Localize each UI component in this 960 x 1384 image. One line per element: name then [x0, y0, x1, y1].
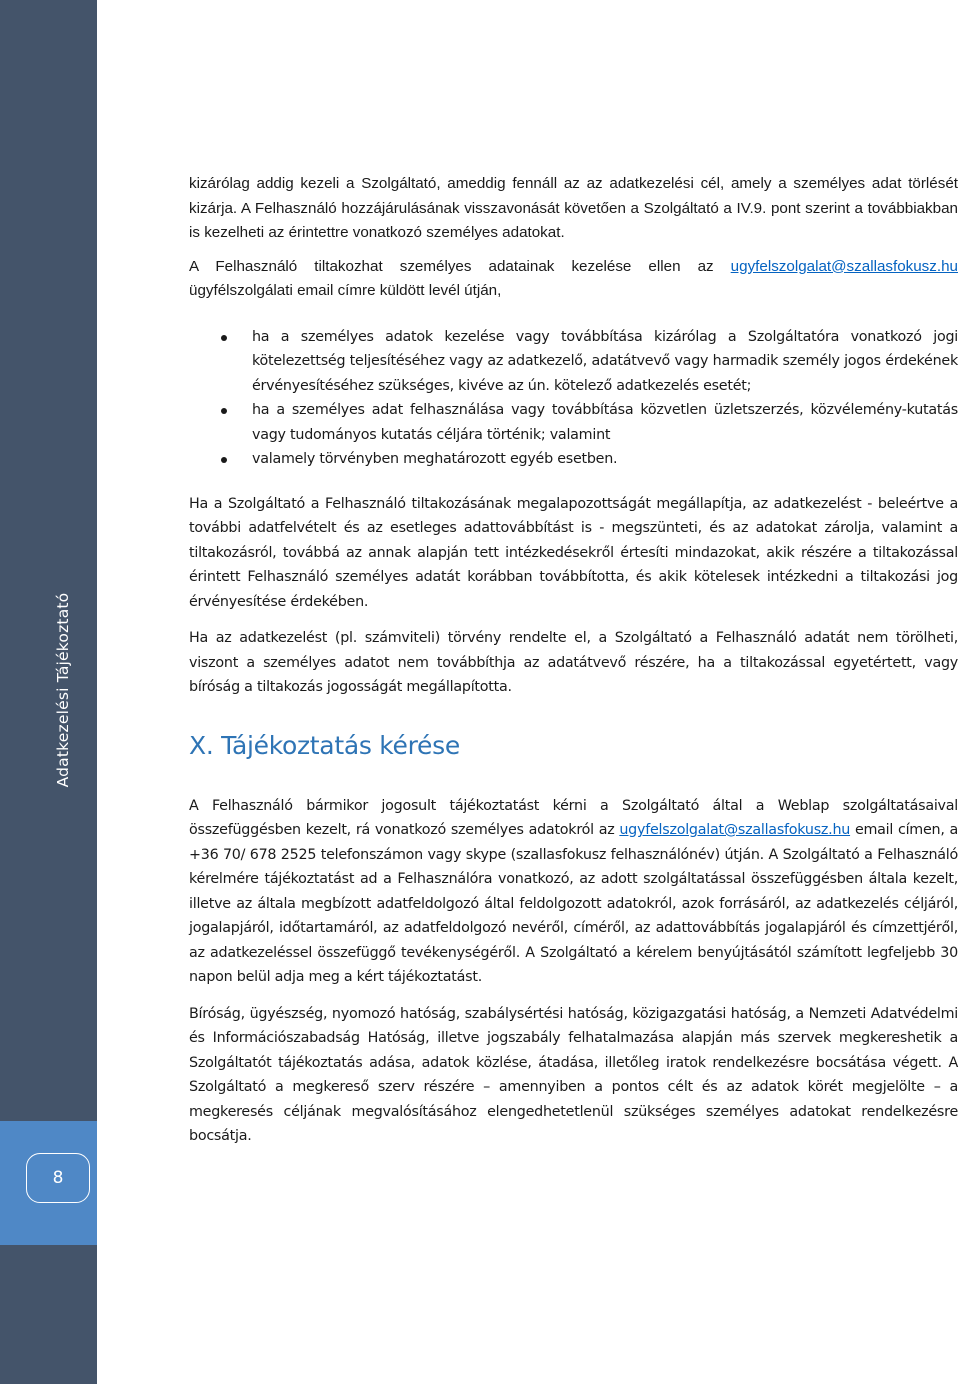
support-email-link[interactable]: ugyfelszolgalat@szallasfokusz.hu	[730, 257, 958, 275]
paragraph-objection	[189, 255, 958, 304]
support-email-link-2[interactable]: ugyfelszolgalat@szallasfokusz.hu	[619, 822, 851, 838]
info-request-text-end: email címen, a +36 70/ 678 2525 telefonszámon vagy skype (szallasfokusz felhasználónév) útján. A Szolgáltató a Felhasználó kérelmére tájékoztatást ad a Felhasználóra vonatkozó, az adott szolgáltatással összefüggésben általa kezelt, illetve az általa megbízott adatfeldolgozó által feldolgozott adatokról, azok forrásáról, az adatkezelés céljáról, jogalapjáról, időtartamáról, az adatfeldolgozó nevéről, címéről, az adattovábbítás jogalapjáról és címzettjéről, az adatkezeléssel összefüggő tevékenységéről. A Szolgáltató a kérelem benyújtásától számított legfeljebb 30 napon belül adja meg a kért tájékoztatást.	[189, 822, 959, 985]
bullet-icon	[221, 408, 227, 414]
paragraph-continuation: kizárólag addig kezeli a Szolgáltató, ameddig fennáll az az adatkezelési cél, amely a személyes adat törlését kizárja. A Felhasználó hozzájárulásának visszavonását követően a Szolgáltató a IV.9. pont szerint a továbbiakban is kezelheti az érintettre vonatkozó személyes adatokat.	[189, 175, 958, 241]
list-item-text: ha a személyes adat felhasználása vagy továbbítása közvetlen üzletszerzés, közvélemény-kutatás vagy tudományos kutatás céljára történik; valamint	[252, 402, 958, 443]
paragraph-authorities: Bíróság, ügyészség, nyomozó hatóság, szabálysértési hatóság, közigazgatási hatóság, a Nemzeti Adatvédelmi és Információszabadság Hatóság, illetve jogszabály felhatalmazása alapján más szervek megkereshetik a Szolgáltatót tájékoztatás adása, adatok közlése, átadása, illetőleg iratok rendelkezésre bocsátása végett. A Szolgáltató a megkereső szerv részére – amennyiben a pontos célt és az adatok körét megjelölte – a megkeresés céljának megvalósításához elengedhetetlenül szükséges személyes adatokat rendelkezésre bocsátja.	[189, 1005, 958, 1144]
paragraph-legal-requirement: Ha az adatkezelést (pl. számviteli) törvény rendelte el, a Szolgáltató a Felhasználó adatát nem törölheti, viszont a személyes adatot nem továbbíthja az adatátvevő részére, ha a tiltakozással egyetértett, vagy bíróság a tiltakozás jogosságát megállapította.	[189, 630, 958, 695]
section-heading: X. Tájékoztatás kérése	[189, 730, 460, 760]
bullet-icon	[221, 457, 227, 463]
paragraph-information-request	[189, 794, 958, 990]
bullet-icon	[221, 335, 227, 341]
page-number: 8	[52, 1168, 64, 1188]
info-request-text: A Felhasználó bármikor jogosult tájékoztatást kérni a Szolgáltató által a Weblap szolgáltatásaival összefüggésben kezelt, rá vonatkozó személyes adatokról az	[189, 797, 958, 838]
document-body	[189, 172, 958, 1149]
page-badge	[0, 1121, 97, 1245]
list-item	[189, 398, 958, 447]
list-item-text: valamely törvényben meghatározott egyéb esetben.	[252, 451, 618, 467]
objection-text-end: ügyfélszolgálati email címre küldött levél útján,	[189, 282, 502, 299]
paragraph-objection-outcome: Ha a Szolgáltató a Felhasználó tiltakozásának megalapozottságát megállapítja, az adatkezelést - beleértve a további adatfelvételt és az esetleges adattovábbítást is - megszünteti, és az adatokat zárolja, valamint a tiltakozásról, továbbá az annak alapján tett intézkedésekről értesíti mindazokat, akik részére a tiltakozással érintett Felhasználó személyes adatát korábban továbbította, és akik kötelesek intézkedni a tiltakozási jog érvényesítése érdekében.	[189, 495, 958, 610]
list-item	[189, 325, 958, 399]
objection-cases-list	[189, 325, 958, 472]
list-item-text: ha a személyes adatok kezelése vagy továbbítása kizárólag a Szolgáltatóra vonatkozó jogi kötelezettség teljesítéséhez vagy az adatkezelő, adatátvevő vagy harmadik személy jogos érdekének érvényesítéséhez szükséges, kivéve az ún. kötelező adatkezelés esetét;	[252, 328, 958, 394]
sidebar-title: Adatkezelési Tájékoztató	[54, 592, 72, 788]
list-item	[189, 447, 958, 472]
sidebar	[0, 0, 97, 1384]
objection-text: A Felhasználó tiltakozhat személyes adatainak kezelése ellen az	[189, 257, 731, 275]
